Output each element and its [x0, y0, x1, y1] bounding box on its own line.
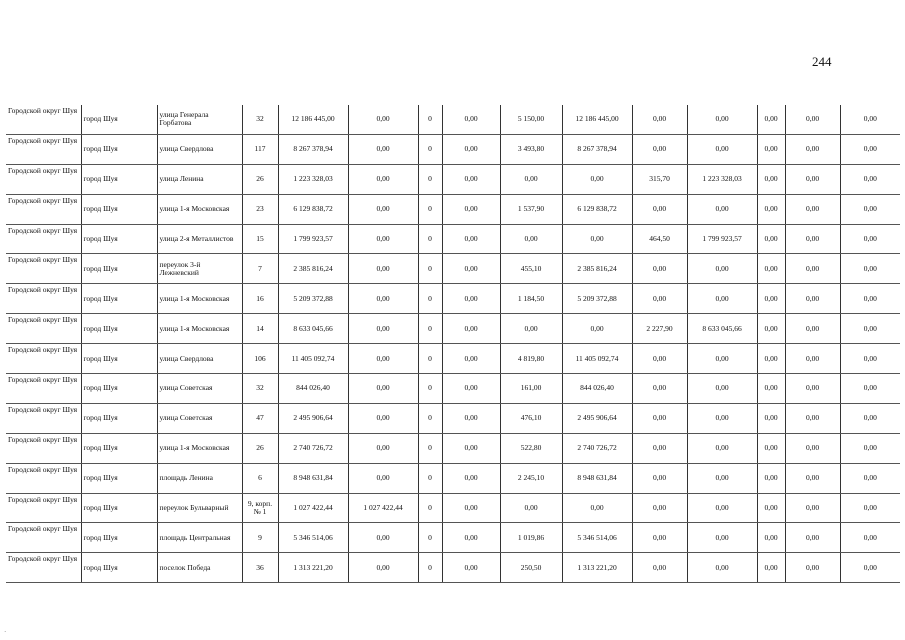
municipality-cell: Городской округ Шуя [6, 553, 81, 583]
area-cell: 476,10 [500, 403, 562, 433]
table-row [6, 523, 900, 553]
table-row [6, 314, 900, 344]
municipality-cell: Городской округ Шуя [6, 164, 81, 194]
cost-cell: 0,00 [687, 284, 757, 314]
amount-cell: 0,00 [442, 463, 500, 493]
amount-cell: 0,00 [785, 254, 840, 284]
settlement-cell: город Шуя [81, 314, 157, 344]
total-cost-cell: 5 209 372,88 [278, 284, 348, 314]
amount-cell: 0,00 [348, 224, 418, 254]
area-cell: 0,00 [632, 284, 687, 314]
amount-cell: 0,00 [348, 164, 418, 194]
count-cell: 0 [418, 164, 442, 194]
area-cell: 0,00 [632, 463, 687, 493]
cost-cell: 2 740 726,72 [562, 433, 632, 463]
amount-cell: 0,00 [840, 254, 900, 284]
amount-cell: 0,00 [442, 374, 500, 404]
street-cell: улица Ленина [157, 164, 242, 194]
cost-cell: 1 799 923,57 [687, 224, 757, 254]
cost-cell: 8 633 045,66 [687, 314, 757, 344]
street-cell: поселок Победа [157, 553, 242, 583]
amount-cell: 0,00 [757, 553, 785, 583]
cost-cell: 0,00 [687, 134, 757, 164]
amount-cell: 0,00 [348, 403, 418, 433]
house-number-cell: 9 [242, 523, 278, 553]
municipality-cell: Городской округ Шуя [6, 344, 81, 374]
municipality-cell: Городской округ Шуя [6, 314, 81, 344]
settlement-cell: город Шуя [81, 493, 157, 523]
house-number-cell: 106 [242, 344, 278, 374]
table-row [6, 344, 900, 374]
amount-cell: 0,00 [840, 553, 900, 583]
page-number: 244 [812, 54, 832, 69]
municipality-cell: Городской округ Шуя [6, 493, 81, 523]
street-cell: улица 1-я Московская [157, 433, 242, 463]
house-number-cell: 16 [242, 284, 278, 314]
house-number-cell: 14 [242, 314, 278, 344]
area-cell: 1 184,50 [500, 284, 562, 314]
cost-cell: 0,00 [562, 164, 632, 194]
house-number-cell: 15 [242, 224, 278, 254]
amount-cell: 0,00 [840, 224, 900, 254]
amount-cell: 0,00 [442, 224, 500, 254]
table-row [6, 374, 900, 404]
amount-cell: 0,00 [785, 224, 840, 254]
count-cell: 0 [418, 254, 442, 284]
amount-cell: 0,00 [348, 134, 418, 164]
count-cell: 0 [418, 463, 442, 493]
municipality-cell: Городской округ Шуя [6, 284, 81, 314]
house-number-cell: 7 [242, 254, 278, 284]
settlement-cell: город Шуя [81, 344, 157, 374]
street-cell: улица 1-я Московская [157, 284, 242, 314]
amount-cell: 0,00 [348, 314, 418, 344]
count-cell: 0 [418, 374, 442, 404]
area-cell: 2 227,90 [632, 314, 687, 344]
settlement-cell: город Шуя [81, 433, 157, 463]
area-cell: 0,00 [632, 374, 687, 404]
settlement-cell: город Шуя [81, 374, 157, 404]
area-cell: 0,00 [500, 224, 562, 254]
count-cell: 0 [418, 523, 442, 553]
table-row [6, 254, 900, 284]
cost-cell: 1 223 328,03 [687, 164, 757, 194]
municipality-cell: Городской округ Шуя [6, 224, 81, 254]
house-number-cell: 26 [242, 433, 278, 463]
amount-cell: 0,00 [757, 194, 785, 224]
housing-repair-registry-table [6, 105, 900, 583]
amount-cell: 0,00 [840, 374, 900, 404]
amount-cell: 0,00 [442, 134, 500, 164]
area-cell: 0,00 [632, 254, 687, 284]
cost-cell: 0,00 [687, 105, 757, 134]
settlement-cell: город Шуя [81, 134, 157, 164]
cost-cell: 0,00 [687, 194, 757, 224]
area-cell: 0,00 [500, 164, 562, 194]
amount-cell: 0,00 [785, 134, 840, 164]
amount-cell: 0,00 [785, 374, 840, 404]
area-cell: 0,00 [500, 314, 562, 344]
area-cell: 0,00 [632, 134, 687, 164]
total-cost-cell: 5 346 514,06 [278, 523, 348, 553]
total-cost-cell: 1 027 422,44 [278, 493, 348, 523]
house-number-cell: 117 [242, 134, 278, 164]
amount-cell: 0,00 [757, 314, 785, 344]
amount-cell: 0,00 [442, 254, 500, 284]
table-body [6, 105, 900, 583]
cost-cell: 2 385 816,24 [562, 254, 632, 284]
cost-cell: 0,00 [687, 523, 757, 553]
amount-cell: 0,00 [348, 433, 418, 463]
table-row [6, 134, 900, 164]
amount-cell: 0,00 [757, 403, 785, 433]
table-row [6, 164, 900, 194]
amount-cell: 0,00 [442, 403, 500, 433]
street-cell: улица Советская [157, 403, 242, 433]
area-cell: 0,00 [632, 433, 687, 463]
cost-cell: 0,00 [687, 374, 757, 404]
table-row [6, 105, 900, 134]
total-cost-cell: 1 313 221,20 [278, 553, 348, 583]
cost-cell: 8 267 378,94 [562, 134, 632, 164]
amount-cell: 0,00 [757, 284, 785, 314]
amount-cell: 0,00 [757, 105, 785, 134]
count-cell: 0 [418, 344, 442, 374]
settlement-cell: город Шуя [81, 553, 157, 583]
amount-cell: 0,00 [757, 164, 785, 194]
settlement-cell: город Шуя [81, 523, 157, 553]
table-row [6, 284, 900, 314]
municipality-cell: Городской округ Шуя [6, 463, 81, 493]
area-cell: 250,50 [500, 553, 562, 583]
municipality-cell: Городской округ Шуя [6, 433, 81, 463]
settlement-cell: город Шуя [81, 164, 157, 194]
table-row [6, 403, 900, 433]
amount-cell: 0,00 [840, 344, 900, 374]
amount-cell: 0,00 [442, 194, 500, 224]
amount-cell: 0,00 [785, 433, 840, 463]
amount-cell: 0,00 [442, 553, 500, 583]
amount-cell: 0,00 [785, 105, 840, 134]
area-cell: 315,70 [632, 164, 687, 194]
house-number-cell: 26 [242, 164, 278, 194]
amount-cell: 0,00 [840, 433, 900, 463]
count-cell: 0 [418, 224, 442, 254]
area-cell: 161,00 [500, 374, 562, 404]
amount-cell: 0,00 [348, 523, 418, 553]
settlement-cell: город Шуя [81, 224, 157, 254]
count-cell: 0 [418, 493, 442, 523]
area-cell: 455,10 [500, 254, 562, 284]
amount-cell: 0,00 [442, 164, 500, 194]
house-number-cell: 6 [242, 463, 278, 493]
amount-cell: 0,00 [757, 523, 785, 553]
total-cost-cell: 12 186 445,00 [278, 105, 348, 134]
amount-cell: 0,00 [757, 463, 785, 493]
total-cost-cell: 8 633 045,66 [278, 314, 348, 344]
area-cell: 2 245,10 [500, 463, 562, 493]
amount-cell: 0,00 [442, 314, 500, 344]
amount-cell: 0,00 [348, 194, 418, 224]
street-cell: улица Советская [157, 374, 242, 404]
municipality-cell: Городской округ Шуя [6, 374, 81, 404]
cost-cell: 0,00 [687, 403, 757, 433]
amount-cell: 0,00 [442, 523, 500, 553]
area-cell: 1 019,86 [500, 523, 562, 553]
amount-cell: 0,00 [785, 164, 840, 194]
amount-cell: 0,00 [785, 463, 840, 493]
area-cell: 0,00 [632, 194, 687, 224]
street-cell: улица 2-я Металлистов [157, 224, 242, 254]
count-cell: 0 [418, 194, 442, 224]
scan-corner-mark: · [4, 628, 7, 636]
area-cell: 0,00 [632, 403, 687, 433]
area-cell: 0,00 [632, 553, 687, 583]
amount-cell: 0,00 [840, 523, 900, 553]
cost-cell: 5 209 372,88 [562, 284, 632, 314]
street-cell: площадь Ленина [157, 463, 242, 493]
municipality-cell: Городской округ Шуя [6, 523, 81, 553]
total-cost-cell: 844 026,40 [278, 374, 348, 404]
settlement-cell: город Шуя [81, 254, 157, 284]
amount-cell: 0,00 [442, 493, 500, 523]
table-row [6, 194, 900, 224]
amount-cell: 0,00 [757, 374, 785, 404]
cost-cell: 0,00 [687, 463, 757, 493]
amount-cell: 0,00 [442, 344, 500, 374]
cost-cell: 1 313 221,20 [562, 553, 632, 583]
table-row [6, 463, 900, 493]
amount-cell: 0,00 [785, 284, 840, 314]
amount-cell: 0,00 [840, 314, 900, 344]
cost-cell: 11 405 092,74 [562, 344, 632, 374]
settlement-cell: город Шуя [81, 105, 157, 134]
area-cell: 0,00 [632, 105, 687, 134]
amount-cell: 0,00 [757, 433, 785, 463]
area-cell: 4 819,80 [500, 344, 562, 374]
municipality-cell: Городской округ Шуя [6, 194, 81, 224]
area-cell: 0,00 [632, 344, 687, 374]
amount-cell: 0,00 [785, 194, 840, 224]
amount-cell: 0,00 [785, 314, 840, 344]
cost-cell: 0,00 [562, 493, 632, 523]
house-number-cell: 23 [242, 194, 278, 224]
amount-cell: 0,00 [348, 254, 418, 284]
amount-cell: 0,00 [348, 374, 418, 404]
amount-cell: 0,00 [757, 134, 785, 164]
cost-cell: 0,00 [687, 493, 757, 523]
amount-cell: 0,00 [785, 523, 840, 553]
amount-cell: 0,00 [785, 403, 840, 433]
amount-cell: 0,00 [757, 344, 785, 374]
street-cell: переулок Бульварный [157, 493, 242, 523]
count-cell: 0 [418, 314, 442, 344]
amount-cell: 0,00 [785, 493, 840, 523]
total-cost-cell: 8 267 378,94 [278, 134, 348, 164]
cost-cell: 6 129 838,72 [562, 194, 632, 224]
cost-cell: 0,00 [562, 314, 632, 344]
table-row [6, 224, 900, 254]
total-cost-cell: 2 495 906,64 [278, 403, 348, 433]
house-number-cell: 32 [242, 105, 278, 134]
street-cell: улица Генерала Горбатова [157, 105, 242, 134]
settlement-cell: город Шуя [81, 463, 157, 493]
amount-cell: 0,00 [840, 194, 900, 224]
table-row [6, 493, 900, 523]
area-cell: 3 493,80 [500, 134, 562, 164]
area-cell: 0,00 [632, 493, 687, 523]
count-cell: 0 [418, 433, 442, 463]
cost-cell: 0,00 [687, 254, 757, 284]
total-cost-cell: 6 129 838,72 [278, 194, 348, 224]
amount-cell: 0,00 [442, 105, 500, 134]
cost-cell: 8 948 631,84 [562, 463, 632, 493]
settlement-cell: город Шуя [81, 284, 157, 314]
area-cell: 522,80 [500, 433, 562, 463]
street-cell: улица Свердлова [157, 134, 242, 164]
cost-cell: 844 026,40 [562, 374, 632, 404]
total-cost-cell: 11 405 092,74 [278, 344, 348, 374]
count-cell: 0 [418, 105, 442, 134]
total-cost-cell: 1 799 923,57 [278, 224, 348, 254]
count-cell: 0 [418, 553, 442, 583]
area-cell: 0,00 [500, 493, 562, 523]
total-cost-cell: 1 223 328,03 [278, 164, 348, 194]
street-cell: улица 1-я Московская [157, 314, 242, 344]
amount-cell: 0,00 [785, 553, 840, 583]
amount-cell: 0,00 [840, 493, 900, 523]
amount-cell: 0,00 [348, 553, 418, 583]
amount-cell: 0,00 [348, 463, 418, 493]
cost-cell: 2 495 906,64 [562, 403, 632, 433]
amount-cell: 0,00 [840, 164, 900, 194]
street-cell: улица 1-я Московская [157, 194, 242, 224]
municipality-cell: Городской округ Шуя [6, 105, 81, 134]
amount-cell: 0,00 [442, 284, 500, 314]
amount-cell: 0,00 [840, 105, 900, 134]
house-number-cell: 36 [242, 553, 278, 583]
amount-cell: 0,00 [785, 344, 840, 374]
street-cell: переулок 3-й Лежневский [157, 254, 242, 284]
amount-cell: 0,00 [757, 493, 785, 523]
settlement-cell: город Шуя [81, 403, 157, 433]
amount-cell: 0,00 [442, 433, 500, 463]
cost-cell: 0,00 [687, 433, 757, 463]
settlement-cell: город Шуя [81, 194, 157, 224]
amount-cell: 0,00 [840, 284, 900, 314]
amount-cell: 1 027 422,44 [348, 493, 418, 523]
house-number-cell: 47 [242, 403, 278, 433]
area-cell: 0,00 [632, 523, 687, 553]
street-cell: улица Свердлова [157, 344, 242, 374]
amount-cell: 0,00 [840, 463, 900, 493]
count-cell: 0 [418, 134, 442, 164]
cost-cell: 0,00 [687, 553, 757, 583]
area-cell: 5 150,00 [500, 105, 562, 134]
amount-cell: 0,00 [348, 284, 418, 314]
municipality-cell: Городской округ Шуя [6, 403, 81, 433]
total-cost-cell: 2 740 726,72 [278, 433, 348, 463]
cost-cell: 0,00 [687, 344, 757, 374]
municipality-cell: Городской округ Шуя [6, 254, 81, 284]
amount-cell: 0,00 [757, 224, 785, 254]
municipality-cell: Городской округ Шуя [6, 134, 81, 164]
count-cell: 0 [418, 284, 442, 314]
house-number-cell: 32 [242, 374, 278, 404]
total-cost-cell: 2 385 816,24 [278, 254, 348, 284]
amount-cell: 0,00 [757, 254, 785, 284]
street-cell: площадь Центральная [157, 523, 242, 553]
amount-cell: 0,00 [348, 344, 418, 374]
table-row [6, 553, 900, 583]
total-cost-cell: 8 948 631,84 [278, 463, 348, 493]
area-cell: 1 537,90 [500, 194, 562, 224]
count-cell: 0 [418, 403, 442, 433]
amount-cell: 0,00 [840, 403, 900, 433]
cost-cell: 5 346 514,06 [562, 523, 632, 553]
cost-cell: 12 186 445,00 [562, 105, 632, 134]
amount-cell: 0,00 [348, 105, 418, 134]
amount-cell: 0,00 [840, 134, 900, 164]
cost-cell: 0,00 [562, 224, 632, 254]
table-row [6, 433, 900, 463]
area-cell: 464,50 [632, 224, 687, 254]
house-number-cell: 9, корп. № 1 [242, 493, 278, 523]
